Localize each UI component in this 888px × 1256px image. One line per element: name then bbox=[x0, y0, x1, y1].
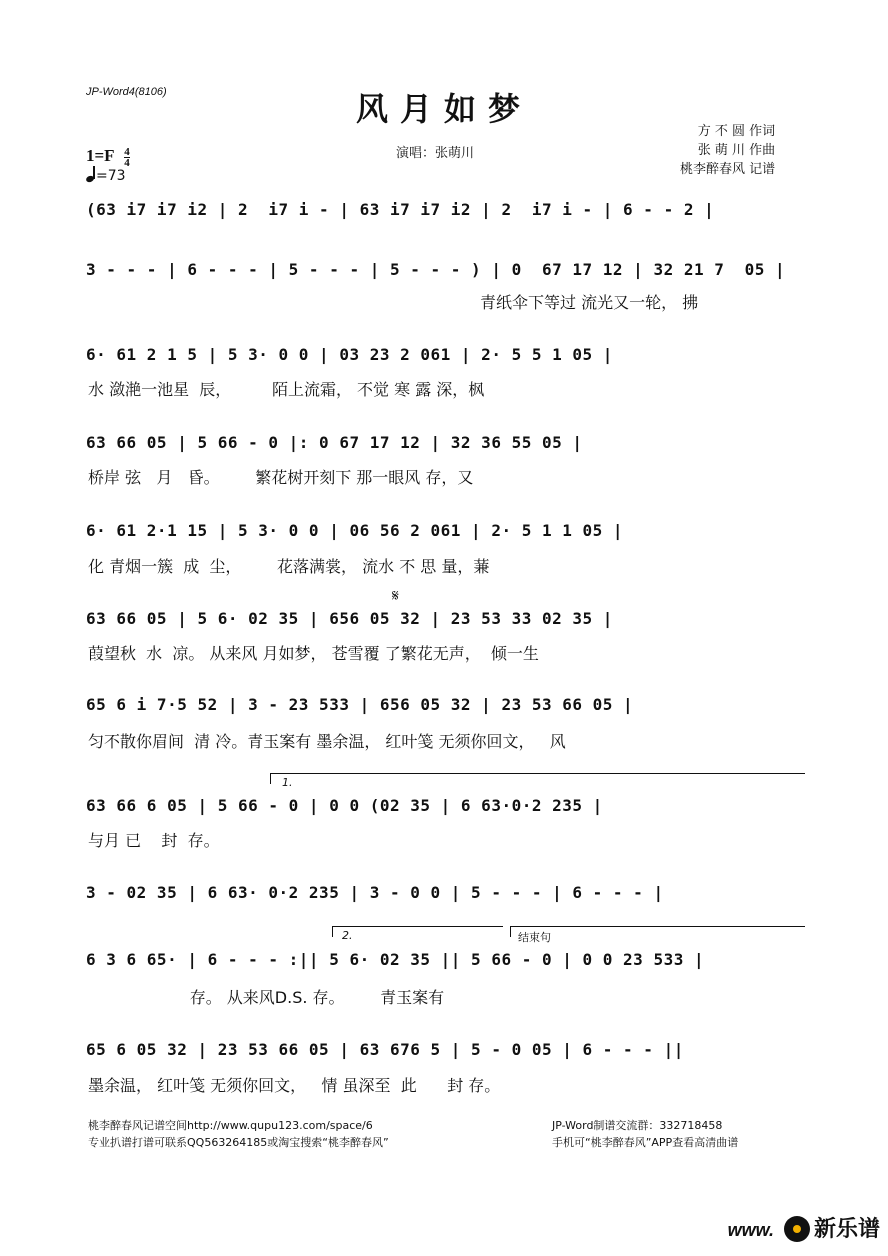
score-system-2: 3 - - - | 6 - - - | 5 - - - | 5 - - - ) | 0 67 17 12 | 32 21 7 05 | bbox=[86, 260, 786, 279]
footer-group: JP-Word制谱交流群：332718458 bbox=[552, 1119, 723, 1132]
score-system-11: 65 6 05 32 | 23 53 66 05 | 63 676 5 | 5 - 0 05 | 6 - - - || bbox=[86, 1040, 684, 1059]
volta-2-label: 2. bbox=[342, 929, 353, 942]
quarter-note-icon bbox=[86, 166, 96, 182]
time-top: 4 bbox=[124, 145, 130, 158]
volta-bracket-1 bbox=[270, 773, 805, 784]
watermark-url: www. bbox=[727, 1220, 774, 1240]
lyric-line-5: 化 青烟一簇 成 尘， 花落满裳， 流水 不 思 量，蒹 bbox=[88, 557, 490, 576]
tempo-value: =73 bbox=[96, 168, 126, 184]
record-disc-icon bbox=[784, 1216, 810, 1242]
lyric-line-3: 水 潋滟一池星 辰， 陌上流霜， 不觉 寒 露 深，枫 bbox=[88, 380, 485, 399]
score-system-5: 6· 61 2·1 15 | 5 3· 0 0 | 06 56 2 061 | 2· 5 1 1 05 | bbox=[86, 521, 624, 540]
watermark-brand: 新乐谱 bbox=[813, 1217, 880, 1242]
score-system-10: 6 3 6 65· | 6 - - - :|| 5 6· 02 35 || 5 66 - 0 | 0 0 23 533 | bbox=[86, 950, 705, 969]
score-system-9: 3 - 02 35 | 6 63· 0·2 235 | 3 - 0 0 | 5 - - - | 6 - - - | bbox=[86, 883, 664, 902]
volta-1-label: 1. bbox=[282, 776, 293, 789]
footer-left bbox=[88, 1117, 389, 1151]
footer-right bbox=[552, 1117, 738, 1151]
song-title: 风月如梦 bbox=[355, 90, 532, 128]
singer: 演唱：张萌川 bbox=[396, 146, 475, 161]
tempo bbox=[86, 166, 126, 184]
ending-label: 结束句 bbox=[518, 931, 551, 944]
credits bbox=[680, 122, 775, 179]
score-system-8: 63 66 6 05 | 5 66 - 0 | 0 0 (02 35 | 6 63·0·2 235 | bbox=[86, 796, 603, 815]
lyric-line-10: 存。 从来风D.S. 存。 青玉案有 bbox=[88, 988, 445, 1007]
score-system-1: (63 i7 i7 i2 | 2 i7 i - | 63 i7 i7 i2 | 2 i7 i - | 6 - - 2 | bbox=[86, 200, 715, 219]
score-system-7: 65 6 i 7·5 52 | 3 - 23 533 | 656 05 32 | 23 53 66 05 | bbox=[86, 695, 634, 714]
lyric-line-2: 青纸伞下等过 流光又一轮， 拂 bbox=[480, 293, 699, 312]
score-system-3: 6· 61 2 1 5 | 5 3· 0 0 | 03 23 2 061 | 2· 5 5 1 05 | bbox=[86, 345, 613, 364]
lyricist: 方 不 圆 作词 bbox=[697, 124, 776, 139]
volta-bracket-2 bbox=[332, 926, 503, 937]
watermark-logo bbox=[728, 1212, 880, 1243]
lyric-line-11: 墨余温， 红叶笺 无须你回文， 情 虽深至 此 封 存。 bbox=[88, 1076, 501, 1095]
ending-bracket bbox=[510, 926, 805, 937]
lyric-line-4: 桥岸 弦 月 昏。 繁花树开刻下 那一眼风 存，又 bbox=[88, 468, 474, 487]
composer: 张 萌 川 作曲 bbox=[697, 143, 776, 158]
software-label: JP-Word4(8106) bbox=[86, 86, 167, 98]
lyric-line-7: 匀不散你眉间 清 冷。青玉案有 墨余温， 红叶笺 无须你回文， 风 bbox=[88, 732, 566, 751]
lyric-line-8: 与月 已 封 存。 bbox=[88, 831, 220, 850]
footer-app: 手机可“桃李醉春风”APP查看高清曲谱 bbox=[552, 1136, 739, 1149]
time-bottom: 4 bbox=[124, 156, 130, 169]
time-signature bbox=[124, 147, 130, 168]
score-system-6: 63 66 05 | 5 6· 02 35 | 656 05 32 | 23 53 33 02 35 | bbox=[86, 609, 613, 628]
transcriber: 桃李醉春风 记谱 bbox=[680, 162, 776, 177]
key-signature bbox=[86, 146, 130, 168]
key-label: 1=F bbox=[86, 146, 114, 165]
segno-sign: 𝄋 bbox=[392, 586, 399, 605]
lyric-line-6: 葭望秋 水 凉。 从来风 月如梦， 苍雪覆 了繁花无声， 倾一生 bbox=[88, 644, 539, 663]
footer-contact: 专业扒谱打谱可联系QQ563264185或淘宝搜索“桃李醉春风” bbox=[88, 1136, 389, 1149]
footer-website: 桃李醉春风记谱空间http://www.qupu123.com/space/6 bbox=[88, 1119, 373, 1132]
score-system-4: 63 66 05 | 5 66 - 0 |: 0 67 17 12 | 32 36 55 05 | bbox=[86, 433, 583, 452]
